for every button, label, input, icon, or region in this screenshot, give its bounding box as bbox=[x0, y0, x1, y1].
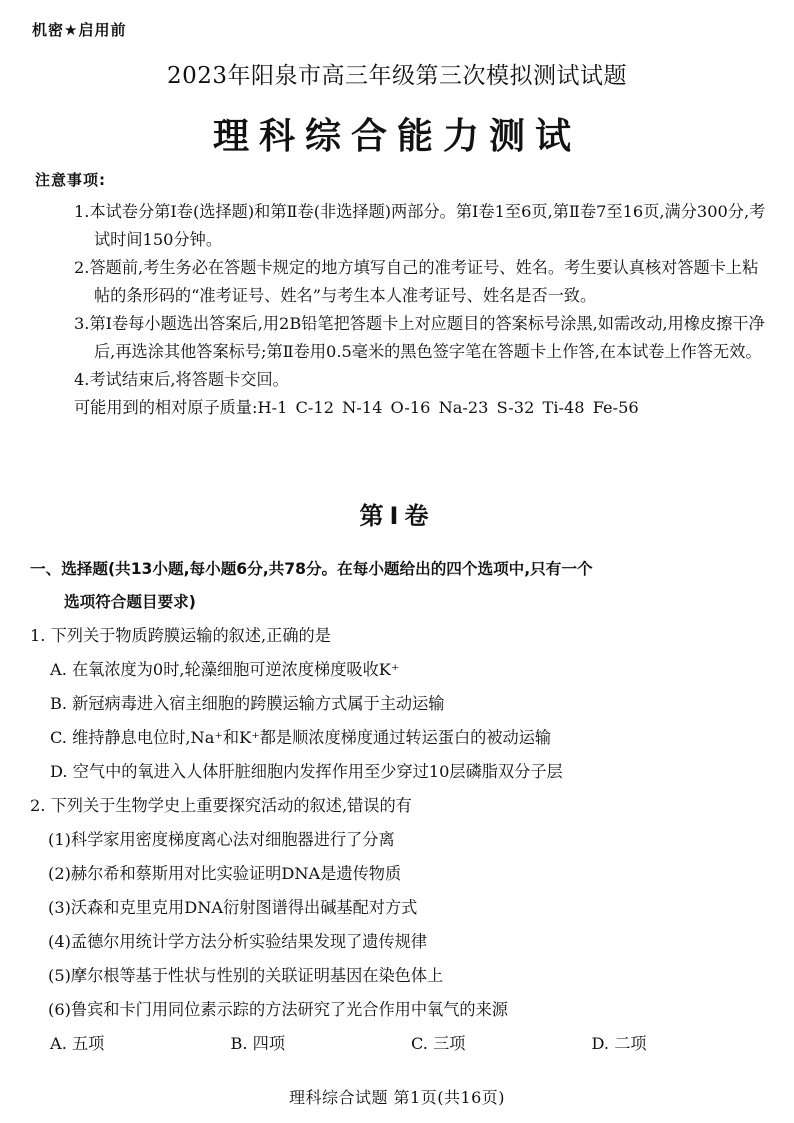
exam-title: 2023年阳泉市高三年级第三次模拟测试试题 bbox=[166, 63, 628, 89]
confidential-label: 机密★启用前 bbox=[32, 21, 127, 39]
subject-title: 理科综合能力测试 bbox=[212, 116, 581, 157]
answer-choices bbox=[30, 1027, 772, 1061]
question-statement: (2)赫尔希和蔡斯用对比实验证明DNA是遗传物质 bbox=[48, 864, 402, 883]
question-statement: (1)科学家用密度梯度离心法对细胞器进行了分离 bbox=[48, 830, 395, 849]
question-statement: (4)孟德尔用统计学方法分析实验结果发现了遗传规律 bbox=[48, 932, 428, 951]
atomic-mass-line: 可能用到的相对原子质量:H-1 C-12 N-14 O-16 Na-23 S-32 Ti-48 Fe-56 bbox=[74, 398, 639, 417]
question-option: A. 在氧浓度为0时,轮藻细胞可逆浓度梯度吸收K⁺ bbox=[50, 660, 400, 679]
question-statement: (6)鲁宾和卡门用同位素示踪的方法研究了光合作用中氧气的来源 bbox=[48, 1000, 508, 1019]
question-stem: 1. 下列关于物质跨膜运输的叙述,正确的是 bbox=[30, 626, 331, 645]
answer-choice: B. 四项 bbox=[230, 1034, 286, 1053]
question-list bbox=[30, 619, 772, 1061]
notice-item: 3.第Ⅰ卷每小题选出答案后,用2B铅笔把答题卡上对应题目的答案标号涂黑,如需改动,用橡皮擦干净后,再选涂其他答案标号;第Ⅱ卷用0.5毫米的黑色签字笔在答题卡上作答,在本试卷上作答无效。 bbox=[74, 314, 765, 361]
question-option: D. 空气中的氧进入人体肝脏细胞内发挥作用至少穿过10层磷脂双分子层 bbox=[50, 762, 563, 781]
question-statement: (5)摩尔根等基于性状与性别的关联证明基因在染色体上 bbox=[48, 966, 444, 985]
question-option: B. 新冠病毒进入宿主细胞的跨膜运输方式属于主动运输 bbox=[50, 694, 445, 713]
question-option: C. 维持静息电位时,Na⁺和K⁺都是顺浓度梯度通过转运蛋白的被动运输 bbox=[50, 728, 552, 747]
answer-choice: D. 二项 bbox=[591, 1034, 647, 1053]
question-statement: (3)沃森和克里克用DNA衍射图谱得出碱基配对方式 bbox=[48, 898, 418, 917]
part-heading bbox=[30, 553, 772, 619]
notice-item: 4.考试结束后,将答题卡交回。 bbox=[74, 370, 289, 389]
notice-heading: 注意事项: bbox=[35, 171, 106, 189]
part-heading-line: 一、选择题(共13小题,每小题6分,共78分。在每小题给出的四个选项中,只有一个 bbox=[30, 560, 593, 578]
page-footer: 理科综合试题 第1页(共16页) bbox=[288, 1088, 506, 1107]
answer-choice: C. 三项 bbox=[411, 1034, 466, 1053]
notice-item: 1.本试卷分第Ⅰ卷(选择题)和第Ⅱ卷(非选择题)两部分。第Ⅰ卷1至6页,第Ⅱ卷7至16页,满分300分,考试时间150分钟。 bbox=[74, 202, 766, 249]
notice-item: 2.答题前,考生务必在答题卡规定的地方填写自己的准考证号、姓名。考生要认真核对答题卡上粘帖的条形码的“准考证号、姓名”与考生本人准考证号、姓名是否一致。 bbox=[74, 258, 759, 305]
part-heading-line: 选项符合题目要求) bbox=[64, 593, 196, 611]
section-title: 第Ⅰ卷 bbox=[359, 502, 435, 530]
notice-list bbox=[72, 198, 772, 422]
answer-choice: A. 五项 bbox=[50, 1034, 105, 1053]
question-stem: 2. 下列关于生物学史上重要探究活动的叙述,错误的有 bbox=[30, 796, 412, 815]
